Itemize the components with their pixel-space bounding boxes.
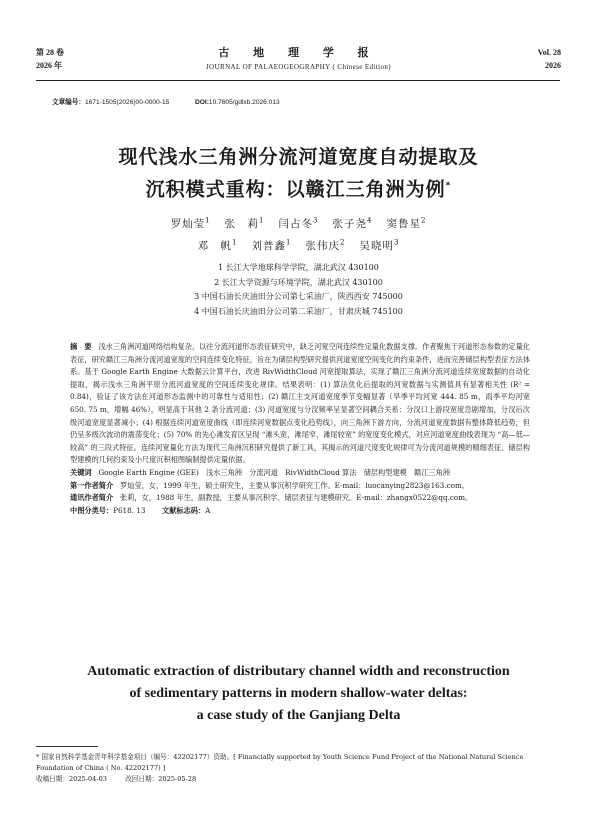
revised-label: 改回日期： (125, 775, 159, 783)
keywords-label: 关键词 (70, 467, 92, 477)
received-label: 收稿日期： (36, 775, 69, 783)
keywords-text: Google Earth Engine (GEE) 浅水三角洲 分流河道 RivWidthCloud 算法 储层构型建模 赣江三角洲 (98, 467, 450, 477)
footnote-rule (36, 746, 98, 747)
author-line-2 (0, 234, 597, 257)
title-cn-line2: 沉积模式重构：以赣江三角洲为例 (145, 178, 446, 201)
header-rule (36, 80, 560, 81)
author (279, 218, 319, 230)
volume-cn: 第 28 卷 (36, 48, 64, 57)
author-name: 邓 帆 (197, 240, 233, 252)
clc-label: 中图分类号： (70, 505, 114, 515)
article-no: 1671-1505(2026)00-0000-15 (84, 99, 170, 106)
fund-note: * 国家自然科学基金青年科学基金项目（编号：42202177）资助。[ Financially supported by Youth Science Fund Project of the National Natural Science Foundation of China ( No. 42202177) ] (36, 753, 524, 772)
article-no-label: 文章编号： (52, 99, 85, 106)
doc-code-value: A (205, 505, 211, 515)
title-cn (0, 143, 597, 204)
affiliation-line: 1 长江大学地球科学学院，湖北武汉 430100 (218, 263, 379, 272)
title-en-line3: a case study of the Ganjiang Delta (196, 708, 401, 723)
author (386, 218, 426, 230)
author (171, 218, 211, 230)
keywords (70, 467, 530, 480)
author-name: 张伟庆 (305, 240, 340, 252)
year-cn: 2026 年 (36, 61, 62, 70)
title-en (0, 661, 597, 727)
corresponding-author-text: 张莉，女，1988 年生，副教授，主要从事沉积学、储层表征与建模研究。E-mail：zhangx0522@qq.com。 (120, 493, 473, 503)
author-affiliation-mark: 1 (259, 216, 265, 224)
author-list (0, 211, 597, 256)
header-right (538, 46, 561, 72)
author-name: 闫占冬 (278, 217, 314, 230)
author-affiliation-mark: 1 (232, 238, 238, 247)
affiliations (0, 261, 597, 319)
author-name: 窦鲁星 (386, 217, 421, 230)
author-affiliation-mark: 1 (286, 238, 292, 247)
author-line-1 (0, 211, 597, 234)
classification (70, 505, 530, 518)
clc-value: P618. 13 (113, 505, 146, 515)
affiliation-line: 4 中国石油长庆油田分公司第二采油厂，甘肃庆城 745100 (194, 306, 403, 316)
title-en-line1: Automatic extraction of distributary channel width and reconstruction (87, 664, 510, 679)
affiliation-line: 2 长江大学资源与环境学院，湖北武汉 430100 (214, 277, 383, 287)
abstract-text: 浅水三角洲河道网络结构复杂，以往分流河道形态表征研究中，缺乏河宽空间连续性定量化数据支撑。作者聚焦于河道形态参数的定量化表征，研究赣江三角洲分流河道宽度的空间连续变化特征，旨在为储层构型研究提供河道宽度空间变化的约束条件，进而完善储层构型表征方法体系。基于 Google Earth Engine 大数据云计算平台，改进 RivWidthCloud 河宽提取算法，实现了赣江三角洲分流河道连续宽度数据的自动化提取，揭示浅水三角洲平原分流河道宽度的空间连续变化规律。结果表明：(1) 算法优化后提取的河宽数据与实测值具有显著相关性 (R² = 0.84)，验证了该方法在河道形态监测中的可靠性与适用性；(2) 赣江主支河道宽度季节变幅显著（旱季平均河宽 444. 85 m，雨季平均河宽 650. 75 m，增幅 46%），明显高于其他 2 条分流河道；(3) 河道宽度与分汊频率呈显著空间耦合关系：分汊口上游段宽度急剧增加，分汊后次级河道宽度显著减小；(4) 根据连续河道宽度曲线（即连续河宽数据点变化趋势线），向三角洲下游方向，分流河道宽度数据有整体降低趋势，但仍呈多级次波动的震荡变化；(5) 70% 的先心滩发育区呈现 “滩头宽，滩尾窄，滩尾较宽” 的宽度变化模式，对应河道宽度曲线表现为 “高—低—较高” 的三段式特征。连续河宽量化方法为现代三角洲沉积研究提供了新工具，其揭示的河道尺度变化规律可为分流河道规模的精细表征、储层构型建模的几何约束及小尺度沉积相图编制提供定量依据。 (70, 342, 531, 465)
abstract (70, 341, 530, 467)
author-affiliation-mark: 3 (393, 238, 400, 247)
author-affiliation-mark: 4 (366, 216, 373, 224)
doi-label: DOI: (194, 99, 209, 106)
author-name: 张 莉 (224, 217, 260, 230)
author (225, 218, 265, 230)
first-author-bio (70, 480, 530, 493)
author (306, 240, 346, 252)
received-date: 2025-04-03 (68, 775, 107, 783)
first-author-text: 罗灿莹，女，1999 年生，硕士研究生，主要从事沉积学研究工作。E-mail：luocanying2823@163.com。 (120, 480, 469, 490)
first-author-label: 第一作者简介 (70, 480, 114, 490)
footnote (36, 752, 560, 785)
author (252, 240, 292, 252)
author-affiliation-mark: 1 (205, 216, 211, 224)
dates (36, 774, 560, 785)
doi-value: 10.7605/gdlxb.2026.013 (208, 99, 280, 106)
doc-code-label: 文献标志码： (162, 505, 206, 515)
title-cn-line1: 现代浅水三角洲分流河道宽度自动提取及 (118, 146, 479, 168)
author-name: 张子尧 (332, 217, 367, 230)
author (359, 240, 399, 252)
title-en-line2: of sedimentary patterns in modern shallow-water deltas: (129, 686, 468, 701)
abstract-block (70, 341, 530, 517)
author-name: 罗灿莹 (170, 217, 206, 230)
affiliation-line: 3 中国石油长庆油田分公司第七采油厂，陕西西安 745000 (194, 292, 403, 301)
abstract-label: 摘 要 (70, 342, 92, 351)
journal-title-cn: 古 地 理 学 报 (218, 46, 379, 59)
author-name: 刘普鑫 (251, 240, 287, 252)
author (332, 218, 372, 230)
article-meta (52, 96, 280, 106)
corresponding-author-bio (70, 492, 530, 505)
author-affiliation-mark: 3 (313, 216, 319, 224)
year-en: 2026 (545, 61, 561, 70)
author-affiliation-mark: 2 (340, 238, 346, 247)
corresponding-author-label: 通讯作者简介 (70, 493, 114, 503)
author-affiliation-mark: 2 (420, 216, 427, 224)
journal-title-en: JOURNAL OF PALAEOGEOGRAPHY ( Chinese Edition) (205, 63, 392, 71)
author (198, 240, 238, 252)
volume-en: Vol. 28 (537, 48, 561, 57)
revised-date: 2025-05-28 (158, 775, 197, 783)
author-name: 吴晓明 (359, 240, 394, 252)
title-footnote-mark: * (445, 181, 452, 191)
